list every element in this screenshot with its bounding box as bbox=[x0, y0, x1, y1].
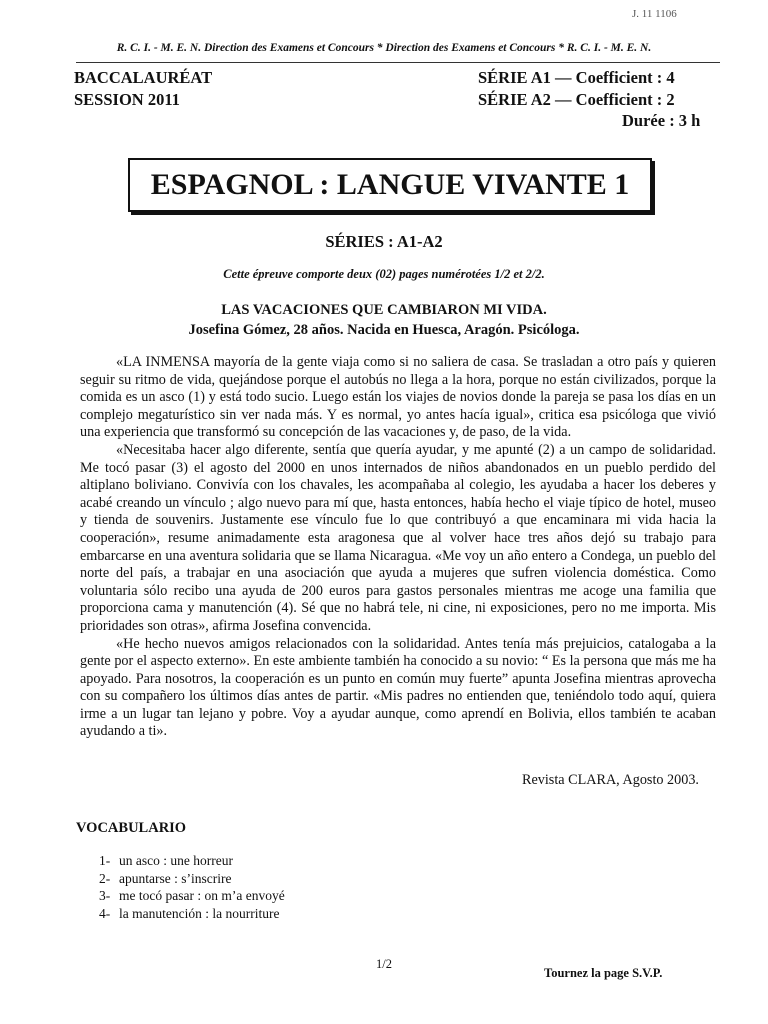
exam-duration: Durée : 3 h bbox=[622, 111, 701, 130]
article-paragraph: «LA INMENSA mayoría de la gente viaja como si no saliera de casa. Se trasladan a otro país y quieren seguir su ritmo de vida, quejándose porque el autobús no llega a la hora, porque no están civilizados, porque la comida es un asco (1) y está todo sucio. Luego están los viajes de novios donde la pareja se pasa los días en un complejo megaturístico sin ver nada más. Y es normal, yo antes hacía igual», critica esa psicóloga que vivió una experiencia que transformó su concepción de las vacaciones y, de paso, de la vida. bbox=[80, 354, 716, 441]
article-paragraph: «Necesitaba hacer algo diferente, sentía que quería ayudar, y me apunté (2) a un campo de solidaridad. Me tocó pasar (3) el agosto del 2000 en unos internados de niños abandonados en un pueblo perdido del altiplano boliviano. Convivía con los chavales, les acompañaba al colegio, les ayudaba a hacer los deberes y acabé creando un vínculo ; algo nuevo para mí que, hasta entonces, había hecho el viaje típico de hotel, museo y tienda de souvenirs. Justamente ese vínculo fue lo que contribuyó a que encaminara mi vida hacia la cooperación», resume animadamente esta aragonesa que al volver hace tres años dejó su trabajo para embarcarse en una aventura solidaria que se llama Nicaragua. «Me voy un año entero a Condega, un pueblo del norte del país, a trabajar en una asociación que ayuda a mujeres que sufren violencia doméstica. Como voluntaria sólo recibo una ayuda de 200 euros para gastos personales mientras me acoge una familia que proporciona cama y manutención (4). Sé que no habrá tele, ni cine, ni exposiciones, pero no me importa. Mis prioridades son otras», afirma Josefina convencida. bbox=[80, 441, 716, 634]
vocabulary-item: 3- me tocó pasar : on m’a envoyé bbox=[99, 888, 285, 903]
vocabulary-heading: VOCABULARIO bbox=[76, 820, 187, 836]
page-number: 1/2 bbox=[376, 957, 392, 971]
vocabulary-item: 4- la manutención : la nourriture bbox=[99, 905, 280, 921]
vocabulary-item: 1- un asco : une horreur bbox=[99, 853, 233, 868]
page-notice: Cette épreuve comporte deux (02) pages numérotées 1/2 et 2/2. bbox=[223, 267, 545, 281]
article-author: Josefina Gómez, 28 años. Nacida en Huesca, Aragón. Psicóloga. bbox=[188, 322, 580, 338]
header-divider bbox=[76, 62, 720, 63]
article-title: LAS VACACIONES QUE CAMBIARON MI VIDA. bbox=[221, 302, 547, 318]
vocabulary-item: 2- apuntarse : s’inscrire bbox=[99, 870, 232, 886]
serie-a2: SÉRIE A2 — Coefficient : 2 bbox=[478, 90, 675, 109]
turn-page-note: Tournez la page S.V.P. bbox=[544, 966, 663, 980]
series-label: SÉRIES : A1-A2 bbox=[325, 232, 443, 251]
header-line: R. C. I. - M. E. N. Direction des Examens et Concours * Direction des Examens et Concours * R. C. I. - M. E. N. bbox=[116, 42, 652, 54]
subject-title: ESPAGNOL : LANGUE VIVANTE 1 bbox=[128, 158, 652, 212]
article-source: Revista CLARA, Agosto 2003. bbox=[522, 772, 699, 788]
serie-a1: SÉRIE A1 — Coefficient : 4 bbox=[478, 68, 675, 87]
vocabulary-list bbox=[99, 852, 285, 922]
document-code: J. 11 1106 bbox=[632, 8, 677, 20]
exam-name: BACCALAURÉAT bbox=[74, 68, 213, 87]
exam-session: SESSION 2011 bbox=[74, 90, 180, 109]
article-paragraph: «He hecho nuevos amigos relacionados con la solidaridad. Antes tenía más prejuicios, catalogaba a la gente por el aspecto externo». En este ambiente también ha conocido a su novio: “ Es la persona que más me ha apoyado. Para nosotros, la cooperación es un punto en común muy fuerte” apunta Josefina mientras aprovecha con su compañero los últimos días antes de partir. «Mis padres no entienden que, teniéndolo todo aquí, quiera irme a un lugar tan lejano y pobre. Voy a ayudar aunque, como aprendí en Bolivia, ellos también te acaban ayudando a ti». bbox=[80, 635, 716, 740]
article-body bbox=[80, 354, 716, 741]
